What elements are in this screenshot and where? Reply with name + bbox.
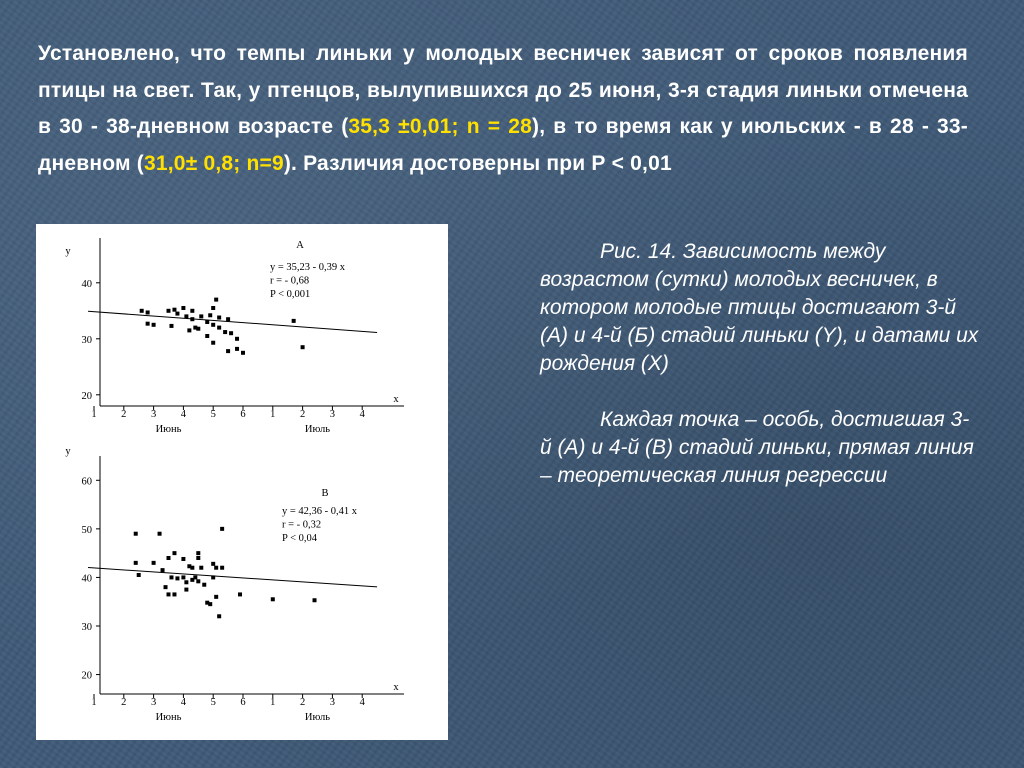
y-tick-label: 40 — [81, 278, 92, 290]
data-point — [199, 314, 203, 318]
data-point — [161, 568, 165, 572]
x-tick-label: 4 — [359, 409, 365, 420]
data-point — [196, 556, 200, 560]
data-point — [205, 334, 209, 338]
data-point — [196, 551, 200, 555]
highlight-july-stats: 31,0± 0,8; n=9 — [144, 151, 284, 175]
x-axis-label: x — [393, 394, 399, 405]
y-tick-label: 60 — [81, 476, 92, 488]
x-tick-label: 5 — [210, 697, 216, 708]
data-point — [211, 306, 215, 310]
data-point — [217, 326, 221, 330]
data-point — [152, 323, 156, 327]
data-point — [211, 323, 215, 327]
x-tick-label: 4 — [180, 697, 187, 708]
data-point — [152, 561, 156, 565]
main-paragraph — [38, 36, 968, 182]
data-point — [196, 327, 200, 331]
regression-line — [88, 311, 377, 332]
data-point — [301, 345, 305, 349]
y-tick-label: 40 — [81, 573, 92, 585]
y-tick-label: 20 — [81, 390, 92, 402]
y-tick-label: 20 — [81, 670, 92, 682]
y-tick-label: 30 — [81, 334, 92, 346]
data-point — [223, 330, 227, 334]
data-point — [235, 347, 239, 351]
regression-line — [88, 568, 377, 587]
chart-title: А — [296, 240, 304, 251]
month-label-july: Июль — [304, 712, 331, 723]
month-label-june: Июнь — [155, 712, 182, 723]
data-point — [214, 566, 218, 570]
figure-panel — [36, 224, 448, 740]
x-tick-label: 3 — [150, 409, 157, 420]
x-tick-label: 4 — [359, 697, 365, 708]
x-tick-label: 3 — [329, 697, 336, 708]
data-point — [190, 317, 194, 321]
regression-annotation: r = - 0,68 — [270, 275, 310, 287]
text-part-3: ). Различия достоверны при Р < 0,01 — [283, 151, 672, 175]
regression-annotation: y = 42,36 - 0,41 x — [282, 506, 358, 517]
data-point — [211, 341, 215, 345]
data-point — [217, 316, 221, 320]
x-axis-label: x — [393, 682, 399, 693]
data-point — [158, 532, 162, 536]
data-point — [181, 575, 185, 579]
data-point — [172, 551, 176, 555]
data-point — [167, 309, 171, 313]
data-point — [199, 566, 203, 570]
chart-b — [65, 446, 404, 723]
chart-title: В — [321, 488, 329, 499]
month-label-june: Июнь — [155, 424, 182, 435]
data-point — [202, 583, 206, 587]
regression-annotation: r = - 0,32 — [282, 519, 322, 531]
month-label-july: Июль — [304, 424, 331, 435]
data-point — [292, 319, 296, 323]
x-tick-label: 6 — [240, 697, 246, 708]
figure-caption — [540, 238, 980, 490]
data-point — [164, 585, 168, 589]
data-point — [134, 532, 138, 536]
data-point — [181, 306, 185, 310]
x-tick-label: 1 — [91, 697, 97, 708]
caption-paragraph-2: Каждая точка – особь, достигшая 3-й (А) и 4-й (В) стадий линьки, прямая линия – теоретическая линия регрессии — [540, 408, 974, 487]
data-point — [208, 313, 212, 317]
x-tick-label: 2 — [299, 409, 306, 420]
data-point — [271, 597, 275, 601]
data-point — [167, 556, 171, 560]
data-point — [175, 312, 179, 316]
data-point — [220, 566, 224, 570]
x-tick-label: 2 — [121, 409, 127, 420]
data-point — [226, 349, 230, 353]
highlight-june-stats: 35,3 ±0,01; n = 28 — [348, 115, 532, 138]
x-tick-label: 3 — [329, 409, 336, 420]
x-tick-label: 1 — [91, 409, 97, 420]
data-point — [187, 328, 191, 332]
x-tick-label: 1 — [270, 697, 276, 708]
data-point — [241, 351, 245, 355]
scatter-charts-svg — [36, 224, 448, 740]
data-point — [211, 562, 215, 566]
x-tick-label: 4 — [180, 409, 187, 420]
data-point — [196, 579, 200, 583]
data-point — [169, 575, 173, 579]
x-tick-label: 3 — [150, 697, 157, 708]
caption-paragraph-1: Рис. 14. Зависимость между возрастом (сутки) молодых весничек, в котором молодые птицы достигают 3-й (А) и 4-й (Б) стадий линьки (Y), и датами их рождения (X) — [540, 240, 979, 375]
data-point — [205, 320, 209, 324]
x-tick-label: 1 — [270, 409, 276, 420]
data-point — [134, 561, 138, 565]
x-tick-label: 5 — [210, 409, 216, 420]
data-point — [226, 317, 230, 321]
y-tick-label: 30 — [81, 622, 92, 633]
data-point — [167, 592, 171, 596]
data-point — [208, 602, 212, 606]
regression-annotation: y = 35,23 - 0,39 x — [270, 262, 346, 273]
chart-a — [65, 238, 404, 435]
y-axis-label: y — [65, 446, 71, 457]
x-tick-label: 2 — [121, 697, 127, 708]
data-point — [217, 614, 221, 618]
regression-annotation: P < 0,04 — [282, 533, 317, 544]
data-point — [169, 324, 173, 328]
x-tick-label: 6 — [240, 409, 246, 420]
x-tick-label: 2 — [299, 697, 306, 708]
data-point — [172, 592, 176, 596]
data-point — [238, 592, 242, 596]
y-tick-label: 50 — [81, 524, 92, 536]
text-part-2: ), в то время как у июльских - в 28 - 33-дневном ( — [38, 115, 968, 175]
data-point — [184, 580, 188, 584]
data-point — [146, 322, 150, 326]
data-point — [193, 575, 197, 579]
data-point — [184, 588, 188, 592]
data-point — [211, 575, 215, 579]
data-point — [184, 314, 188, 318]
data-point — [229, 331, 233, 335]
data-point — [235, 337, 239, 341]
data-point — [214, 298, 218, 302]
data-point — [313, 598, 317, 602]
data-point — [190, 309, 194, 313]
data-point — [190, 566, 194, 570]
text-part-1: Установлено, что темпы линьки у молодых весничек зависят от сроков появления птицы на свет. Так, у птенцов, вылупившихся до 25 июня, 3-я стадия линьки отмечена в 30 - 38-дневном возрасте ( — [38, 42, 968, 138]
data-point — [137, 573, 141, 577]
data-point — [175, 576, 179, 580]
data-point — [181, 557, 185, 561]
regression-annotation: P < 0,001 — [270, 289, 311, 300]
data-point — [146, 310, 150, 314]
y-axis-label: y — [65, 246, 71, 257]
data-point — [220, 527, 224, 531]
data-point — [140, 309, 144, 313]
data-point — [214, 595, 218, 599]
data-point — [172, 308, 176, 312]
